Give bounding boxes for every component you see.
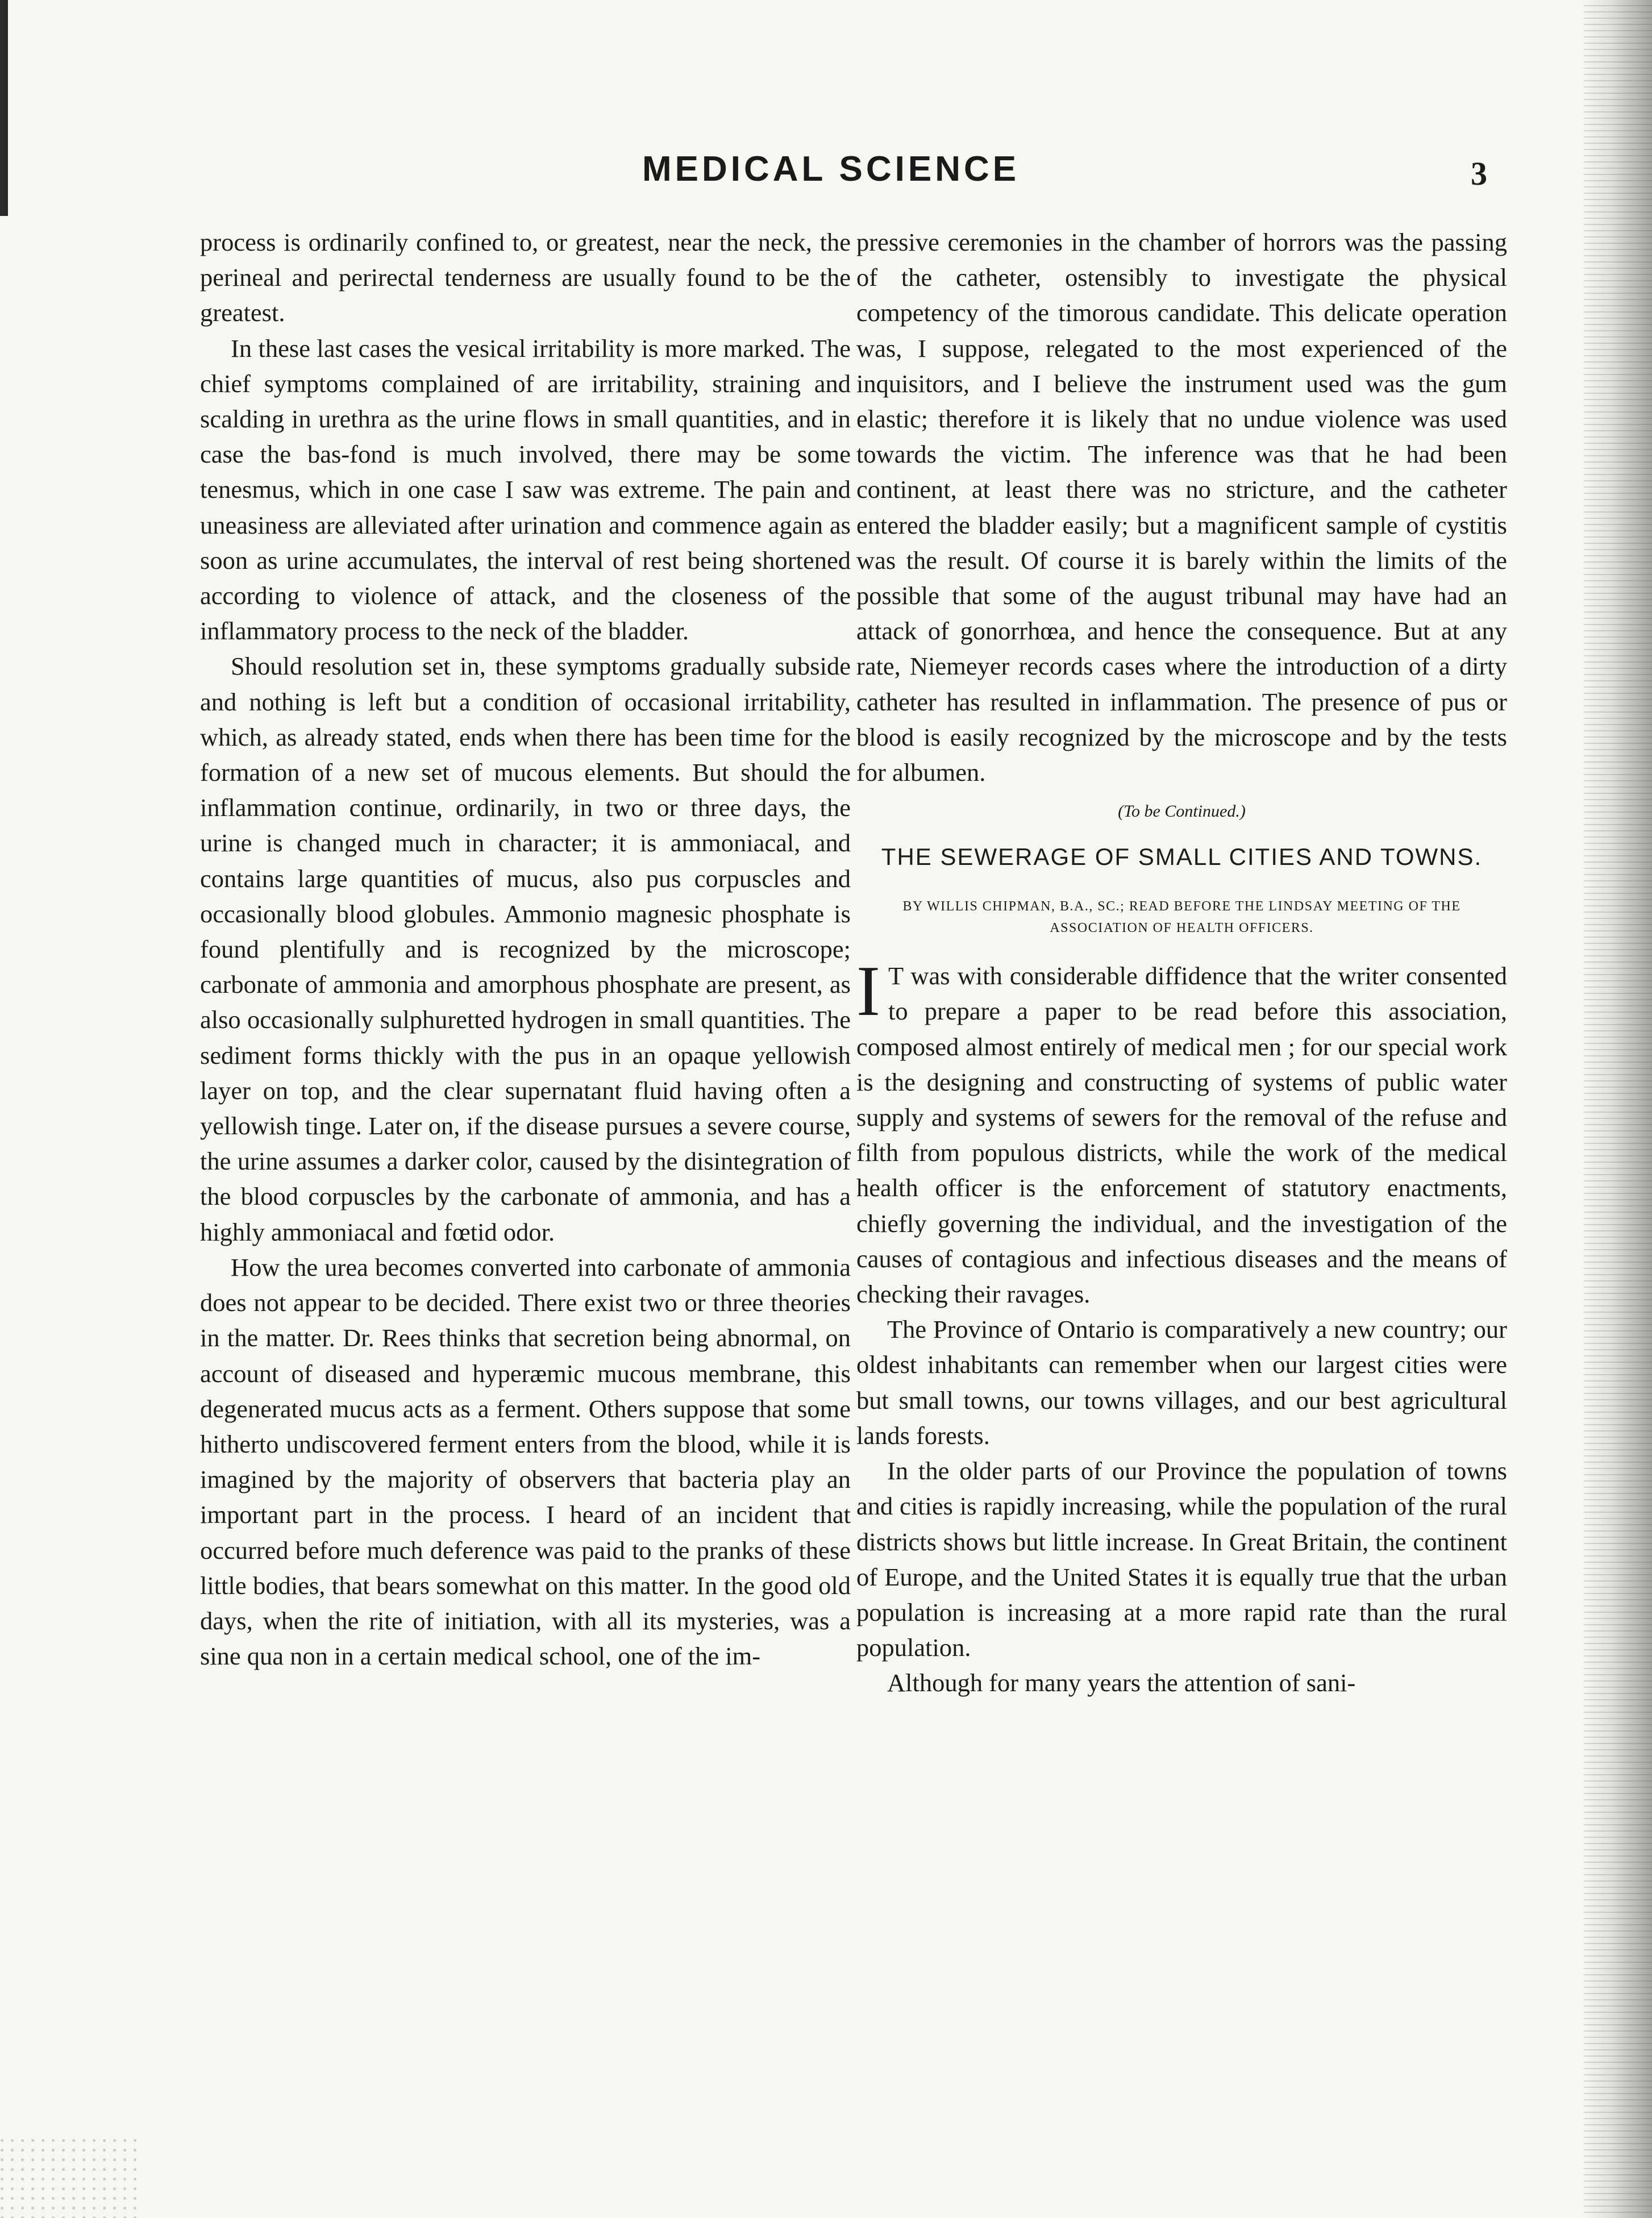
article-title: THE SEWERAGE OF SMALL CITIES AND TOWNS. <box>881 843 1483 871</box>
right-column <box>856 224 1507 1701</box>
paragraph: process is ordinarily confined to, or greatest, near the neck, the perineal and perirectal tenderness are usually found to be the greatest. <box>200 228 851 327</box>
paragraph: Should resolution set in, these symptoms gradually subside and nothing is left but a condition of occasional irritability, which, as already stated, ends when there has been time for the formation of a new set of mucous elements. But should the inflammation continue, ordinarily, in two or three days, the urine is changed much in character; it is ammoniacal, and contains large quantities of mucus, also pus corpuscles and occasionally blood globules. Ammonio magnesic phosphate is found plentifully and is recognized by the microscope; carbonate of ammonia and amorphous phosphate are present, as also occasionally sulphuretted hydrogen in small quantities. The sediment forms thickly with the pus in an opaque yellowish layer on top, and the clear supernatant fluid having often a yellowish tinge. Later on, if the disease pursues a severe course, the urine assumes a darker color, caused by the disintegration of the blood corpuscles by the carbonate of ammonia, and has a highly ammoniacal and fœtid odor. <box>200 652 851 1246</box>
running-head: MEDICAL SCIENCE <box>642 149 1020 189</box>
drop-cap: I <box>856 952 880 1031</box>
paragraph: In these last cases the vesical irritability is more marked. The chief symptoms complained of are irritability, straining and scalding in urethra as the urine flows in small quantities, and in case the bas-fond is much involved, there may be some tenesmus, which in one case I saw was extreme. The pain and uneasiness are alleviated after urination and commence again as soon as urine accumulates, the interval of rest being shortened according to violence of attack, and the closeness of the inflammatory process to the neck of the bladder. <box>200 334 851 646</box>
opening-paragraph <box>856 952 1507 1312</box>
paragraph: Although for many years the attention of sani- <box>887 1668 1356 1697</box>
continued-note: (To be Continued.) <box>1118 802 1246 821</box>
scan-binding-edge <box>0 0 8 216</box>
scan-right-edge-noise <box>1584 0 1652 2218</box>
paragraph: How the urea becomes converted into carbonate of ammonia does not appear to be decided. There exist two or three theories in the matter. Dr. Rees thinks that secretion being abnormal, on account of diseased and hyperæmic mucous membrane, this degenerated mucus acts as a ferment. Others suppose that some hitherto undiscovered ferment enters from the blood, while it is imagined by the majority of observers that bacteria play an important part in the process. I heard of an incident that occurred before much deference was paid to the pranks of these little bodies, that bears somewhat on this matter. In the good old days, when the rite of initiation, with all its mysteries, was a sine qua non in a certain medical school, one of the im- <box>200 1252 851 1671</box>
left-column <box>200 224 851 1674</box>
paragraph: In the older parts of our Province the population of towns and cities is rapidly increasing, while the population of the rural districts shows but little increase. In Great Britain, the continent of Europe, and the United States it is equally true that the urban population is increasing at a more rapid rate than the rural population. <box>856 1457 1507 1662</box>
paragraph: pressive ceremonies in the chamber of horrors was the passing of the catheter, ostensibly to investigate the physical competency of the timorous candidate. This delicate operation was, I suppose, relegated to the most experienced of the inquisitors, and I believe the instrument used was the gum elastic; therefore it is likely that no undue violence was used towards the victim. The inference was that he had been continent, at least there was no stricture, and the catheter entered the bladder easily; but a magnificent sample of cystitis was the result. Of course it is barely within the limits of the possible that some of the august tribunal may have had an attack of gonorrhœa, and hence the consequence. But at any rate, Niemeyer records cases where the introduction of a dirty catheter has resulted in inflammation. The presence of pus or blood is easily recognized by the microscope and by the tests for albumen. <box>856 228 1507 787</box>
paragraph: The Province of Ontario is comparatively a new country; our oldest inhabitants can remember when our largest cities were but small towns, our towns villages, and our best agricultural lands forests. <box>856 1315 1507 1450</box>
paragraph-text: T was with considerable diffidence that the writer consented to prepare a paper to be read before this association, composed almost entirely of medical men ; for our special work is the designing and constructing of systems of public water supply and systems of sewers for the removal of the refuse and filth from populous districts, while the work of the medical health officer is the enforcement of statutory enactments, chiefly governing the individual, and the investigation of the causes of contagious and infectious diseases and the means of checking their ravages. <box>856 962 1507 1309</box>
page-number: 3 <box>1471 155 1487 192</box>
scan-corner-noise <box>0 2133 136 2218</box>
article-byline: BY WILLIS CHIPMAN, B.A., SC.; READ BEFORE THE LINDSAY MEETING OF THE ASSOCIATION OF HEALTH OFFICERS. <box>902 899 1461 936</box>
